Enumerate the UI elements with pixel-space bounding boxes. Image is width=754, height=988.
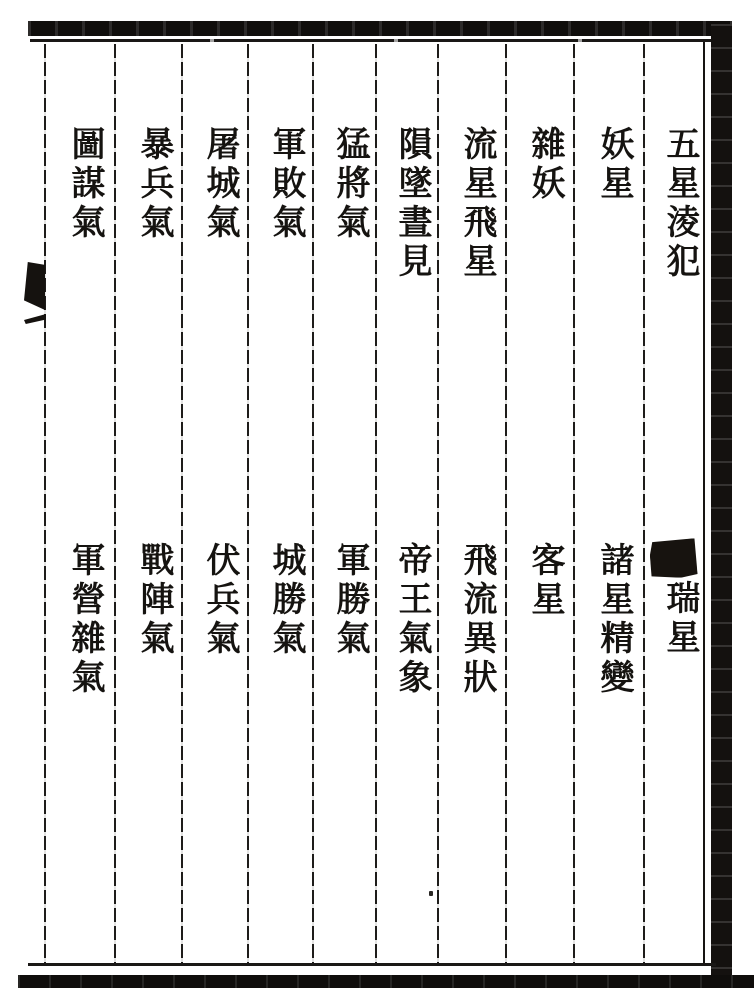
toc-entry: 伏兵氣 — [201, 542, 238, 659]
toc-entry: 流星飛星 — [458, 126, 495, 282]
toc-entry: 妖星 — [595, 126, 632, 204]
toc-entry: 五星淩犯 — [661, 126, 698, 282]
toc-entry: 圖謀氣 — [66, 126, 103, 243]
column-divider — [312, 44, 314, 964]
toc-entry: 軍敗氣 — [267, 126, 304, 243]
toc-entry: 飛流異狀 — [458, 542, 495, 698]
column-divider — [44, 44, 46, 964]
toc-entry: 猛將氣 — [331, 126, 368, 243]
column-divider — [643, 44, 645, 964]
frame-top-inner-line — [30, 39, 712, 42]
frame-bottom-thick-border — [18, 975, 754, 988]
column-divider — [573, 44, 575, 964]
column-divider — [181, 44, 183, 964]
ink-smudge-left-margin-stroke — [24, 314, 46, 324]
toc-entry: 雜妖 — [526, 126, 563, 204]
frame-bottom-inner-line — [28, 963, 716, 966]
column-divider — [375, 44, 377, 964]
column-divider — [505, 44, 507, 964]
ink-smudge-above-entry — [649, 538, 697, 579]
toc-entry: 軍勝氣 — [331, 542, 368, 659]
ink-smudge-left-margin — [24, 262, 45, 310]
toc-entry: 城勝氣 — [267, 542, 304, 659]
frame-right-inner-line — [703, 42, 705, 966]
column-divider — [114, 44, 116, 964]
toc-entry: 隕墜晝見 — [393, 126, 430, 282]
toc-entry: 諸星精變 — [595, 542, 632, 698]
toc-entry: 軍營雜氣 — [66, 542, 103, 698]
toc-entry: 客星 — [526, 542, 563, 620]
toc-entry: 戰陣氣 — [135, 542, 172, 659]
toc-entry: 屠城氣 — [201, 126, 238, 243]
toc-entry: 瑞星 — [661, 580, 698, 658]
frame-top-thick-border — [28, 21, 732, 36]
column-divider — [437, 44, 439, 964]
frame-right-thick-border — [711, 24, 732, 988]
ink-speck — [429, 891, 433, 896]
toc-entry: 暴兵氣 — [135, 126, 172, 243]
column-divider — [247, 44, 249, 964]
toc-entry: 帝王氣象 — [393, 542, 430, 698]
